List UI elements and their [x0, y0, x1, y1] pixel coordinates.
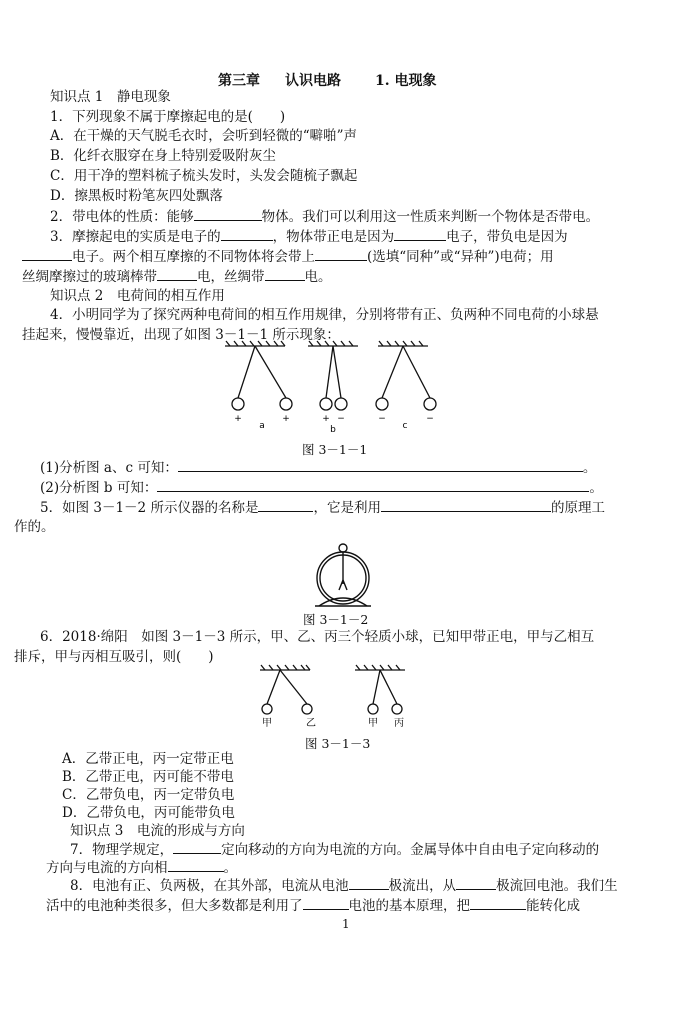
q6-option-d: D．乙带负电，丙可能带负电 — [62, 805, 235, 821]
q3-line-2 — [22, 247, 554, 266]
electroscope-figure — [305, 540, 385, 612]
figure-3-1-3 — [255, 664, 430, 732]
q3-blank-5[interactable] — [157, 267, 197, 281]
sign-c-left: − — [378, 414, 386, 424]
q3-text-e: (选填“同种”或“异种”)电荷；用 — [367, 249, 554, 265]
q8-text-b: 极流出，从 — [388, 878, 457, 894]
q7-blank-1[interactable] — [173, 840, 221, 854]
q4-sub-1 — [40, 458, 596, 477]
sign-a-left: + — [234, 414, 242, 424]
q3-text-d: 电子。两个相互摩擦的不同物体将会带上 — [72, 249, 315, 265]
q6-option-c: C．乙带负电，丙一定带负电 — [62, 787, 235, 803]
q7-text-d: 。 — [223, 860, 237, 876]
caption-3-1-2: 图 3－1－2 — [303, 612, 369, 627]
label-jia-1: 甲 — [262, 718, 272, 729]
q8-line-2 — [46, 896, 580, 915]
q7-line-1 — [70, 840, 599, 859]
q6-line-2: 排斥，甲与丙相互吸引，则( ) — [14, 649, 214, 665]
q4-blank-1[interactable] — [178, 458, 583, 472]
label-b: b — [330, 425, 336, 435]
q3-blank-4[interactable] — [315, 247, 367, 261]
q7-text-c: 方向与电流的方向相 — [46, 860, 168, 876]
q6-line-1: 6．2018·绵阳 如图 3－1－3 所示，甲、乙、丙三个轻质小球，已知甲带正电，甲与乙相互 — [40, 629, 595, 645]
q5-text-c: 的原理工 — [550, 500, 605, 516]
q3-text-h: 电。 — [304, 269, 332, 285]
sign-b-right: − — [337, 414, 345, 424]
q8-text-e: 电池的基本原理，把 — [348, 898, 470, 914]
q5-text-b: ，它是利用 — [313, 500, 381, 516]
knowledge-point-2: 知识点 2 电荷间的相互作用 — [50, 288, 225, 304]
sign-b-left: + — [322, 414, 330, 424]
q3-blank-6[interactable] — [265, 267, 305, 281]
q4-sub2-text: (2)分析图 b 可知： — [40, 480, 158, 496]
q4-sub1-end: 。 — [582, 460, 597, 476]
q5-line-1 — [40, 498, 605, 517]
q2-blank[interactable] — [194, 207, 262, 221]
q7-line-2 — [46, 858, 237, 877]
label-yi: 乙 — [306, 718, 316, 729]
q2-text-b: 物体。我们可以利用这一性质来判断一个物体是否带电。 — [261, 209, 600, 225]
q7-text-a: 7．物理学规定， — [70, 842, 174, 858]
q7-text-b: 定向移动的方向为电流的方向。金属导体中自由电子定向移动的 — [221, 842, 600, 858]
chapter-label: 第三章 — [218, 73, 260, 89]
q3-blank-3[interactable] — [22, 247, 72, 261]
q4-sub1-text: (1)分析图 a、c 可知： — [40, 460, 178, 476]
q5-blank-1[interactable] — [258, 498, 313, 512]
q1-option-b: B．化纤衣服穿在身上特别爱吸附灰尘 — [50, 148, 276, 164]
q1-option-a: A．在干燥的天气脱毛衣时，会听到轻微的“噼啪”声 — [50, 128, 358, 144]
q8-blank-4[interactable] — [470, 896, 526, 910]
sign-c-right: − — [426, 414, 434, 424]
q8-line-1 — [70, 876, 618, 895]
q8-text-f: 能转化成 — [526, 898, 580, 914]
sign-a-right: + — [282, 414, 290, 424]
q6-option-b: B．乙带正电，丙可能不带电 — [62, 769, 234, 785]
caption-3-1-3: 图 3－1－3 — [305, 736, 371, 751]
q2-line — [50, 207, 599, 226]
page-number: 1 — [342, 917, 350, 931]
q3-text-c: 电子，带负电是因为 — [446, 229, 568, 245]
knowledge-point-3: 知识点 3 电流的形成与方向 — [70, 823, 245, 839]
knowledge-point-1: 知识点 1 静电现象 — [50, 89, 171, 105]
chapter-title: 认识电路 — [285, 73, 341, 89]
q4-line-1: 4．小明同学为了探究两种电荷间的相互作用规律，分别将带有正、负两种不同电荷的小球悬 — [50, 307, 599, 323]
label-jia-2: 甲 — [368, 718, 378, 729]
q3-text-a: 3．摩擦起电的实质是电子的 — [50, 229, 221, 245]
label-bing: 丙 — [394, 718, 404, 729]
caption-3-1-1: 图 3－1－1 — [302, 442, 368, 457]
q5-text-a: 5．如图 3－1－2 所示仪器的名称是 — [40, 500, 259, 516]
q3-blank-1[interactable] — [221, 227, 273, 241]
q2-text-a: 2．带电体的性质：能够 — [50, 209, 194, 225]
section-title: 1. 电现象 — [375, 73, 437, 89]
q3-line-3 — [22, 267, 332, 286]
q4-line-2: 挂起来，慢慢靠近，出现了如图 3－1－1 所示现象： — [22, 327, 340, 343]
label-a: a — [259, 421, 265, 431]
q3-text-g: 电，丝绸带 — [197, 269, 265, 285]
q6-option-a: A．乙带正电，丙一定带正电 — [62, 751, 234, 767]
q5-line-2: 作的。 — [14, 519, 55, 535]
q4-blank-2[interactable] — [157, 478, 589, 492]
q8-text-c: 极流回电池。我们生 — [496, 878, 618, 894]
q1-stem: 1．下列现象不属于摩擦起电的是( ) — [50, 109, 286, 125]
figure-3-1-1 — [220, 340, 460, 435]
q1-option-c: C．用干净的塑料梳子梳头发时，头发会随梳子飘起 — [50, 168, 358, 184]
label-c: c — [402, 421, 408, 431]
q4-sub-2 — [40, 478, 603, 497]
q3-blank-2[interactable] — [394, 227, 446, 241]
q8-text-d: 活中的电池种类很多，但大多数都是利用了 — [46, 898, 303, 914]
q8-blank-2[interactable] — [456, 876, 496, 890]
q8-text-a: 8．电池有正、负两极，在其外部，电流从电池 — [70, 878, 349, 894]
q4-sub2-end: 。 — [589, 480, 603, 496]
q8-blank-3[interactable] — [303, 896, 349, 910]
q3-text-b: ，物体带正电是因为 — [272, 229, 395, 245]
q8-blank-1[interactable] — [349, 876, 389, 890]
q5-blank-2[interactable] — [381, 498, 551, 512]
q7-blank-2[interactable] — [168, 858, 224, 872]
q3-line-1 — [50, 227, 568, 246]
q1-option-d: D．擦黑板时粉笔灰四处飘落 — [50, 188, 223, 204]
q3-text-f: 丝绸摩擦过的玻璃棒带 — [22, 269, 157, 285]
